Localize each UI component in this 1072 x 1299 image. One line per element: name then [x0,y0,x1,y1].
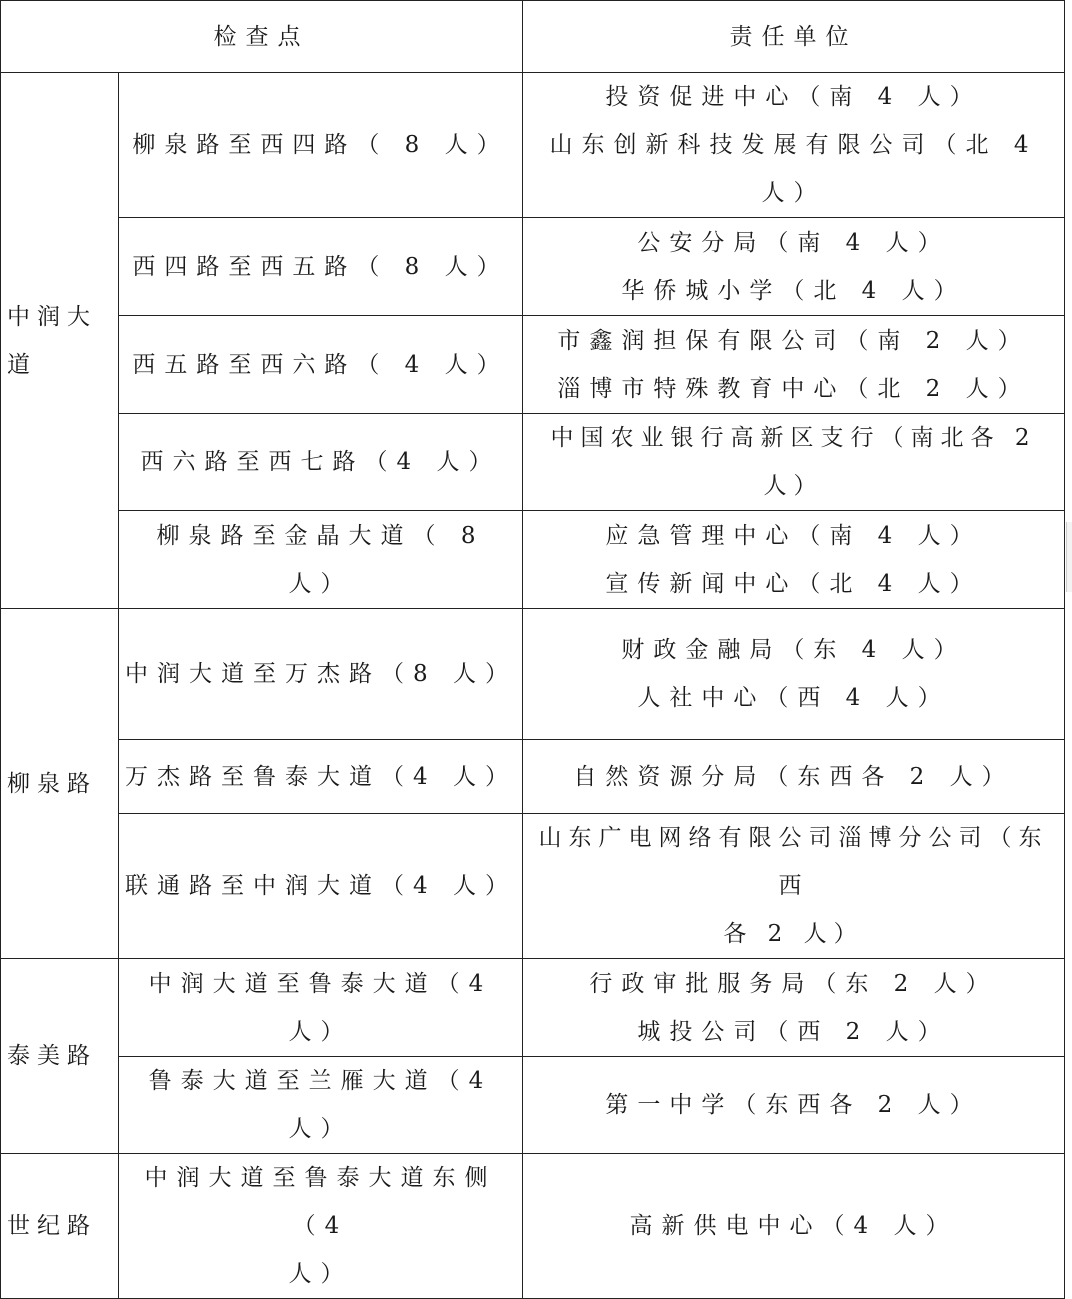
unit-text: 城投公司（西 2 人） [637,1018,950,1045]
unit-text: 华侨城小学（北 4 人） [621,277,966,304]
table-row [1,814,1065,959]
unit-cell [523,73,1065,218]
checkpoint-text: 西六路至西七路（4 人） [140,449,501,475]
unit-text: 中国农业银行高新区支行（南北各 2 人） [550,425,1037,499]
checkpoint-text: 鲁泰大道至兰雁大道（4 人） [148,1068,493,1142]
road-name: 泰美路 [1,959,119,1154]
checkpoint-text: 柳泉路至金晶大道（ 8 人） [156,522,485,597]
unit-text: 行政审批服务局（东 2 人） [589,970,998,997]
checkpoint-text: 中润大道至鲁泰大道东侧（4 [144,1165,497,1239]
checkpoint-cell [119,609,523,740]
table-row [1,959,1065,1057]
table-row [1,511,1065,609]
checkpoint-text: 中润大道至万杰路（8 人） [125,661,517,687]
unit-text: 人社中心（西 4 人） [637,685,950,711]
header-row [1,1,1065,73]
unit-text: 各 2 人） [723,921,864,947]
checkpoint-cell [119,511,523,609]
checkpoint-text: 联通路至中润大道（4 人） [125,873,517,899]
unit-cell [523,814,1065,959]
checkpoint-cell [119,414,523,511]
unit-text: 财政金融局（东 4 人） [621,637,966,663]
unit-cell [523,740,1065,814]
checkpoint-cell [119,73,523,218]
unit-text: 公安分局（南 4 人） [637,229,950,256]
unit-text: 自然资源分局（东西各 2 人） [573,763,1014,790]
checkpoint-cell [119,316,523,414]
checkpoint-cell [119,218,523,316]
table-row [1,218,1065,316]
checkpoint-cell [119,1057,523,1154]
checkpoint-text: 西五路至西六路（ 4 人） [132,351,509,378]
table-row [1,1154,1065,1299]
unit-cell [523,1154,1065,1299]
unit-cell [523,316,1065,414]
checkpoint-text: 万杰路至鲁泰大道（4 人） [125,763,517,790]
unit-cell [523,414,1065,511]
road-name: 中润大道 [1,73,119,609]
table-row [1,414,1065,511]
table-row [1,609,1065,740]
header-checkpoint: 检查点 [1,1,523,73]
checkpoint-text: 柳泉路至西四路（ 8 人） [132,132,509,158]
unit-text: 宣传新闻中心（北 4 人） [605,570,982,597]
header-unit: 责任单位 [523,1,1065,73]
unit-cell [523,1057,1065,1154]
checkpoint-text: 西四路至西五路（ 8 人） [132,253,509,280]
checkpoint-cell [119,814,523,959]
checkpoint-text: 中润大道至鲁泰大道（4 人） [148,970,493,1045]
unit-cell [523,218,1065,316]
unit-text: 投资促进中心（南 4 人） [605,84,982,110]
unit-cell [523,609,1065,740]
unit-text: 第一中学（东西各 2 人） [605,1092,982,1118]
unit-text: 市鑫润担保有限公司（南 2 人） [557,327,1030,354]
table-row [1,316,1065,414]
road-name: 世纪路 [1,1154,119,1299]
unit-cell [523,959,1065,1057]
checkpoint-cell [119,740,523,814]
road-name: 柳泉路 [1,609,119,959]
checkpoint-cell [119,959,523,1057]
page-edge-mark [1066,522,1072,592]
unit-text: 淄博市特殊教育中心（北 2 人） [557,375,1030,402]
unit-text: 山东广电网络有限公司淄博分公司（东西 [538,825,1049,899]
unit-cell [523,511,1065,609]
checkpoint-text: 人） [288,1261,353,1287]
table-row [1,73,1065,218]
unit-text: 山东创新科技发展有限公司（北 4 人） [549,132,1038,206]
checkpoint-cell [119,1154,523,1299]
table-row [1,1057,1065,1154]
unit-text: 高新供电中心（4 人） [629,1213,958,1239]
table-row [1,740,1065,814]
unit-text: 应急管理中心（南 4 人） [605,522,982,549]
